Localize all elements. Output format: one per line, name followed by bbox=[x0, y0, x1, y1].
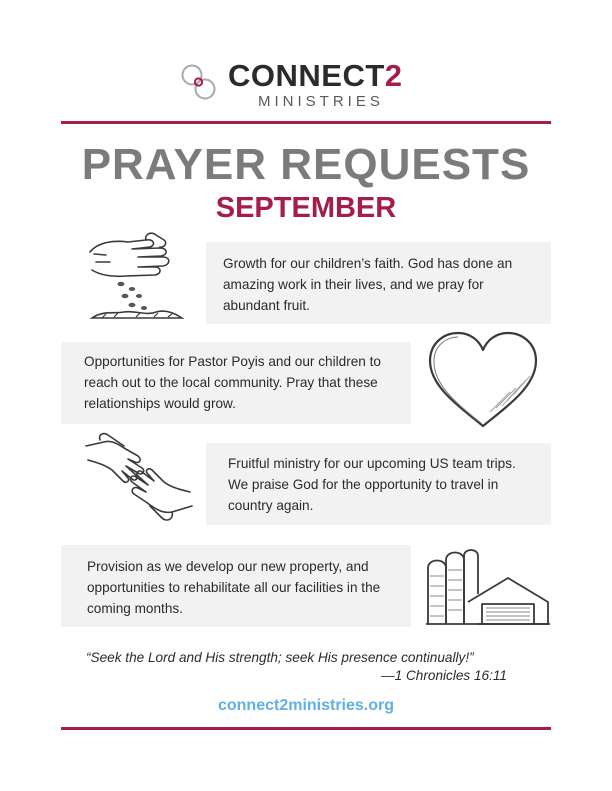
prayer-request-text: Growth for our children’s faith. God has done an amazing work in their lives, and we pray for abundant fruit. bbox=[223, 256, 513, 313]
logo-title-main: CONNECT bbox=[228, 58, 385, 93]
logo-subtitle: MINISTRIES bbox=[258, 93, 384, 110]
top-divider bbox=[61, 121, 551, 124]
prayer-request-text: Fruitful ministry for our upcoming US team trips. We praise God for the opportunity to travel in country again. bbox=[228, 456, 516, 513]
logo bbox=[176, 58, 426, 114]
scripture-quote: “Seek the Lord and His strength; seek His presence continually!” bbox=[86, 650, 474, 665]
logo-title bbox=[228, 58, 403, 94]
prayer-request-box bbox=[61, 545, 411, 627]
prayer-request-text: Provision as we develop our new property, and opportunities to rehabilitate all our facilities in the coming months. bbox=[87, 559, 381, 616]
prayer-request-text: Opportunities for Pastor Poyis and our children to reach out to the local community. Pray that these relationships would grow. bbox=[84, 354, 381, 411]
hand-sowing-seeds-icon bbox=[84, 226, 189, 328]
scripture-citation: —1 Chronicles 16:11 bbox=[381, 668, 507, 683]
reaching-hands-icon bbox=[84, 428, 194, 530]
farm-buildings-icon bbox=[424, 546, 552, 626]
bottom-divider bbox=[61, 727, 551, 730]
prayer-request-box bbox=[206, 443, 551, 525]
page-subtitle: SEPTEMBER bbox=[215, 192, 397, 224]
website-link[interactable]: connect2ministries.org bbox=[217, 697, 395, 714]
prayer-request-box bbox=[206, 242, 551, 324]
heart-icon bbox=[424, 328, 542, 432]
page-title: PRAYER REQUESTS bbox=[81, 140, 531, 189]
infinity-link-icon bbox=[176, 60, 224, 106]
prayer-request-box bbox=[61, 342, 411, 424]
logo-title-number: 2 bbox=[384, 58, 403, 93]
